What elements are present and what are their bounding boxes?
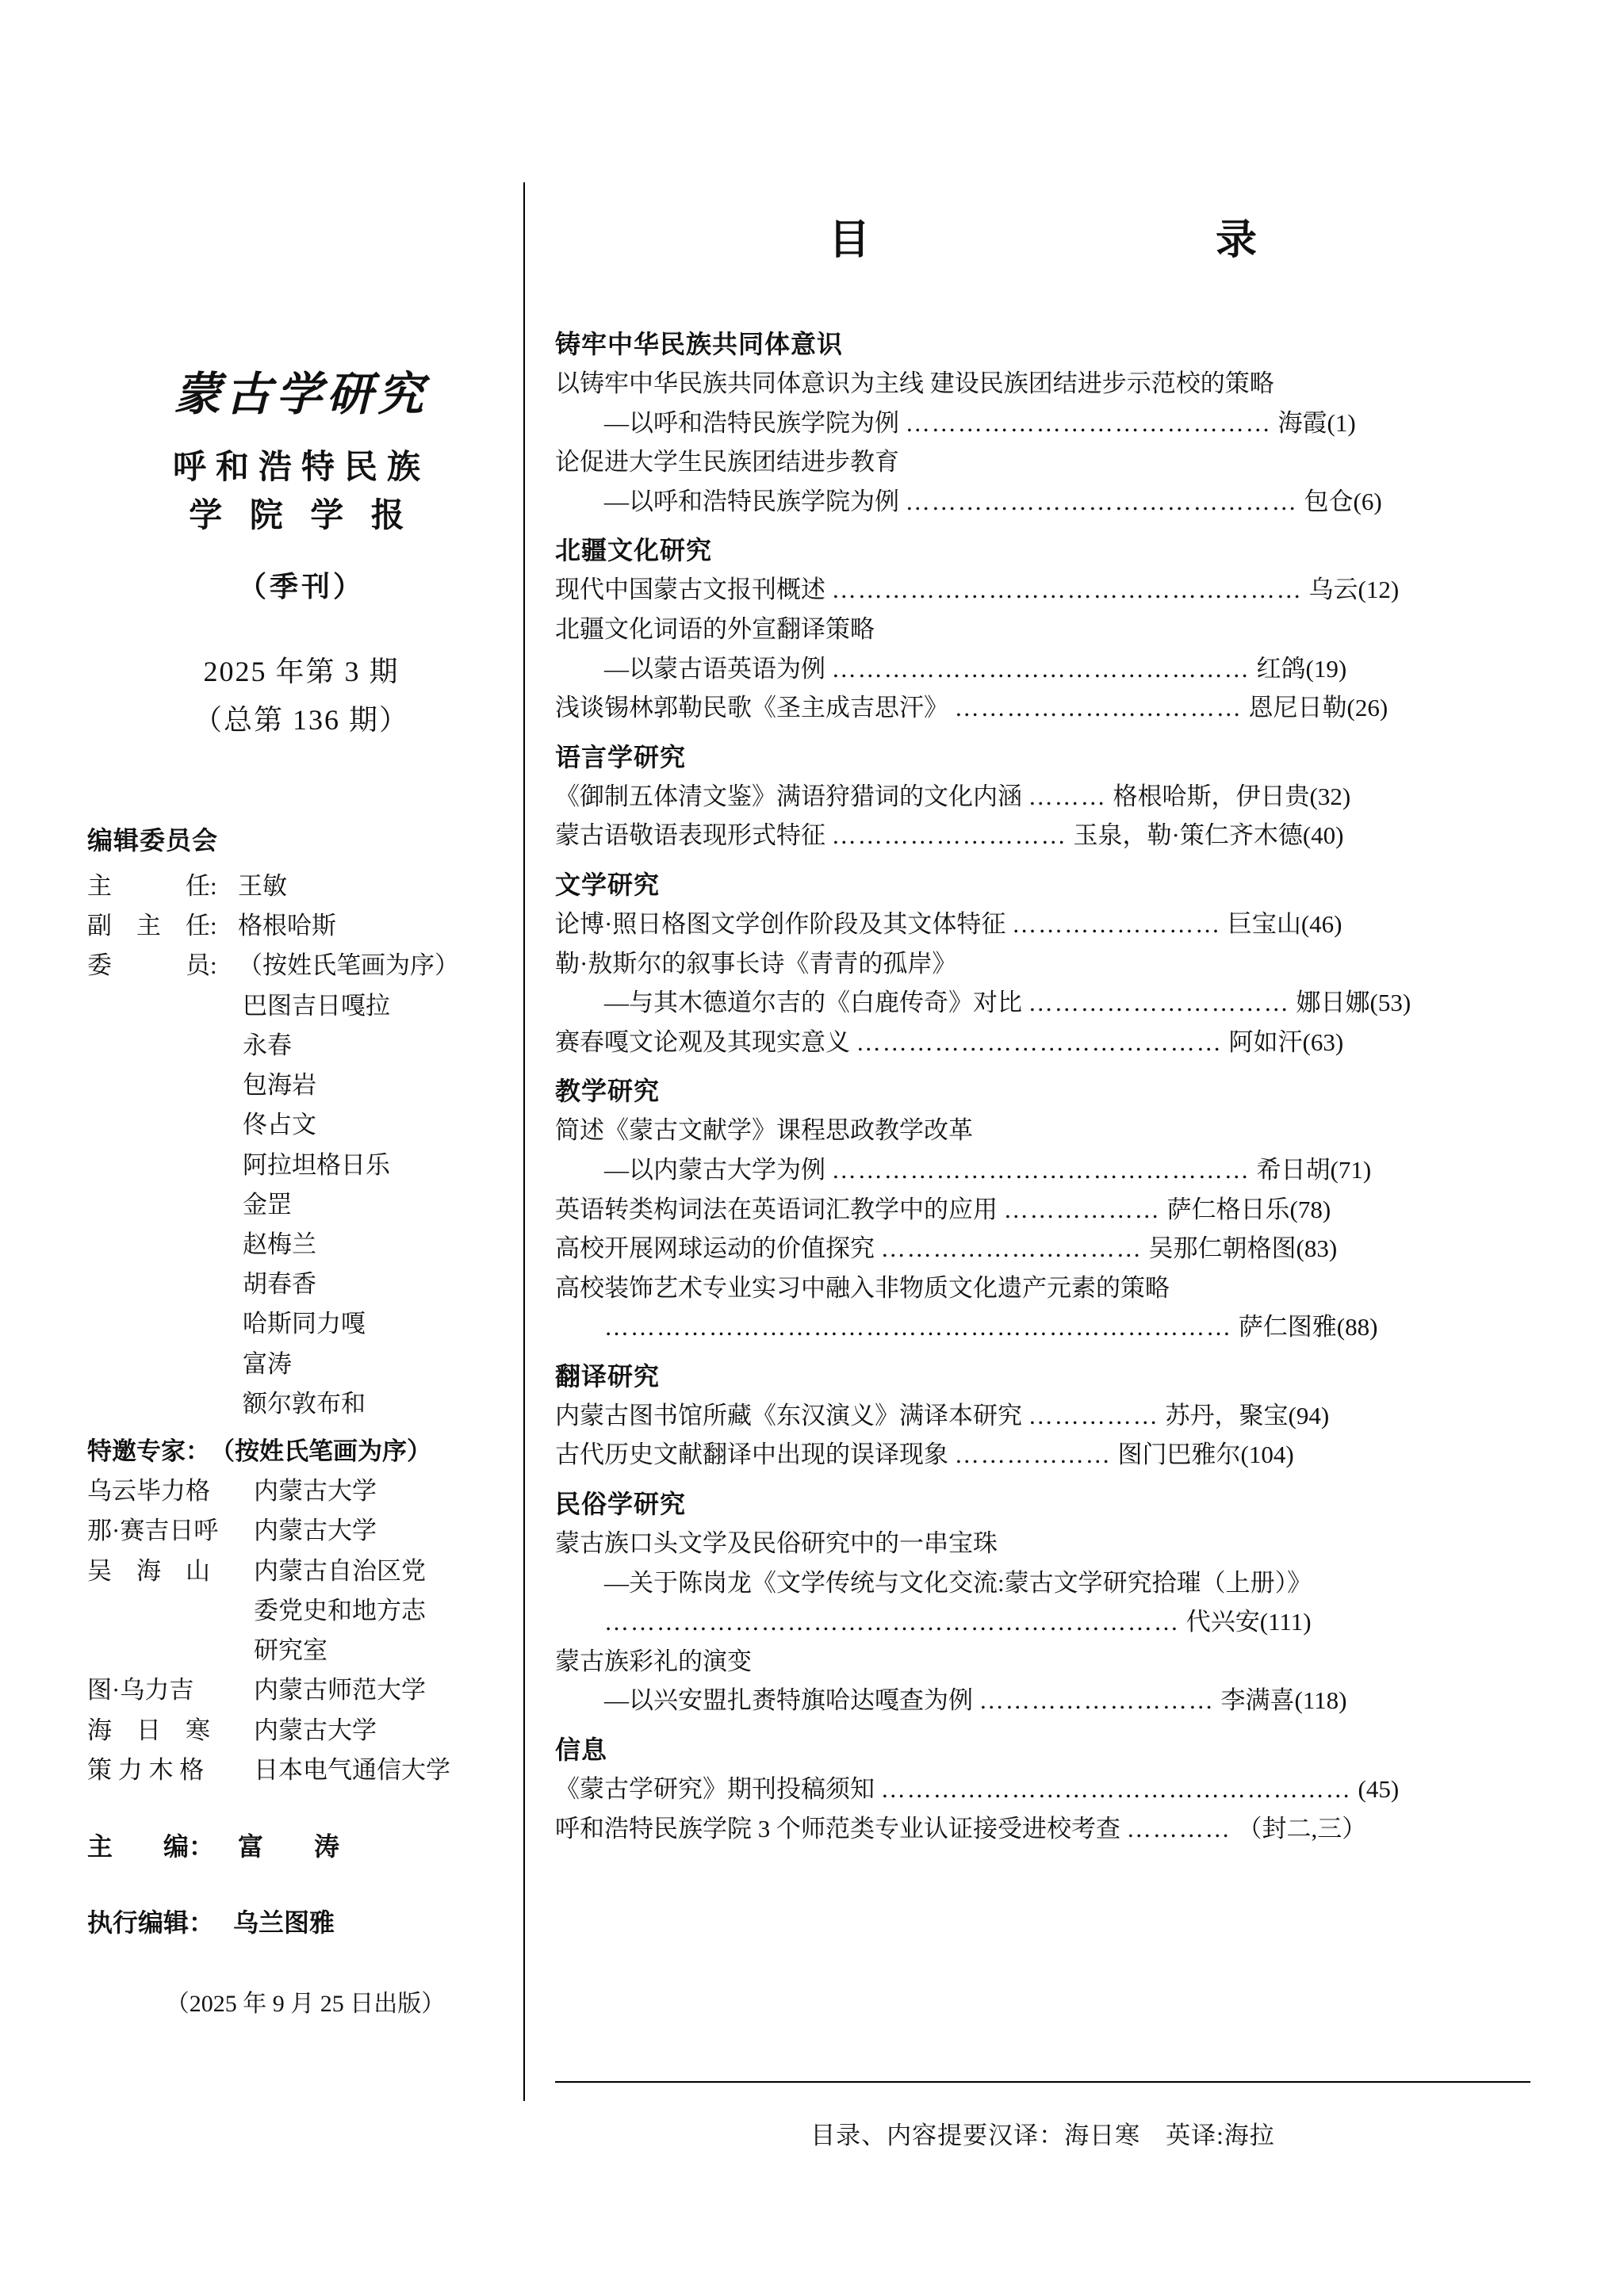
toc-entry-page: (111) — [1259, 1608, 1312, 1636]
toc-leader-dots: ………… — [1126, 1814, 1231, 1843]
toc-entry-page: (63) — [1302, 1027, 1344, 1056]
toc-entry[interactable]: 蒙古族彩礼的演变 — [555, 1647, 752, 1675]
toc-entry-page: (88) — [1336, 1313, 1378, 1341]
expert-name: 吴 海 山 — [87, 1556, 210, 1585]
expert-name: 乌云毕力格 — [87, 1477, 210, 1506]
toc-entry-line2[interactable] — [555, 404, 1530, 443]
expert-affiliation: 内蒙古自治区党 — [254, 1556, 426, 1585]
board-member: 阿拉坦格日乐 — [243, 1150, 390, 1179]
issue-total-number: （总第 136 期） — [193, 703, 409, 736]
toc-entry-page: (1) — [1327, 408, 1356, 437]
toc-entry-page: (78) — [1289, 1195, 1331, 1223]
toc-entry-line2[interactable] — [555, 1150, 1530, 1190]
toc-entry-page: (12) — [1358, 576, 1400, 604]
expert-row — [87, 1751, 515, 1790]
toc-leader-dots: ………………………………………………………… — [604, 1608, 1180, 1636]
toc-entry-author: 巨宝山 — [1227, 909, 1301, 938]
toc-entry-page: (40) — [1302, 821, 1344, 850]
toc-entry[interactable]: 简述《蒙古文献学》课程思政教学改革 — [555, 1116, 973, 1145]
table-of-contents — [555, 206, 1530, 1848]
toc-leader-dots: …………………………………… — [856, 1027, 1223, 1056]
toc-entry-line3[interactable] — [555, 1602, 1530, 1642]
board-role-label: 委 员: — [87, 951, 217, 980]
toc-entry-title: 呼和浩特民族学院 3 个师范类专业认证接受进校考查 — [555, 1814, 1120, 1843]
board-member: 哈斯同力嘎 — [243, 1310, 366, 1338]
toc-entry-page: (83) — [1296, 1234, 1338, 1263]
toc-entry-line2[interactable] — [555, 649, 1530, 689]
toc-leader-dots: ……………… — [1003, 1195, 1161, 1223]
toc-entry-page: (32) — [1309, 782, 1351, 810]
board-role-row — [87, 946, 515, 985]
toc-entry-page: (6) — [1353, 487, 1382, 515]
toc-entry-title: 《蒙古学研究》期刊投稿须知 — [555, 1775, 875, 1804]
editorial-board — [87, 821, 515, 2023]
toc-entry-page: (94) — [1288, 1401, 1330, 1429]
toc-leader-dots: ………………………… — [880, 1234, 1143, 1263]
toc-entry[interactable] — [555, 1435, 1530, 1475]
expert-name: 图·乌力吉 — [87, 1676, 194, 1705]
journal-subtitle — [87, 444, 515, 541]
board-member: 包海岩 — [243, 1071, 316, 1100]
toc-leader-dots: ……………………………………………… — [831, 576, 1303, 604]
toc-section-heading: 信息 — [555, 1735, 608, 1765]
toc-section-heading: 民俗学研究 — [555, 1490, 687, 1519]
toc-entry[interactable] — [555, 1396, 1530, 1436]
board-role-value: 格根哈斯 — [238, 912, 336, 940]
expert-affiliation-cont: 委党史和地方志 — [254, 1596, 426, 1624]
toc-leader-dots: …………………………………… — [905, 408, 1272, 437]
toc-entry[interactable] — [555, 816, 1530, 855]
toc-entry-subtitle: —以兴安盟扎赉特旗哈达嘎查为例 — [604, 1686, 973, 1715]
toc-entry-title: 浅谈锡林郭勒民歌《圣主成吉思汗》 — [555, 694, 948, 722]
toc-entry[interactable]: 以铸牢中华民族共同体意识为主线 建设民族团结进步示范校的策略 — [555, 369, 1274, 397]
toc-entry-author: 阿如汗 — [1228, 1027, 1303, 1056]
board-member: 金罡 — [243, 1190, 292, 1219]
toc-entry-author: 希日胡 — [1256, 1155, 1331, 1184]
toc-leader-dots: …………………………… — [954, 694, 1243, 722]
toc-entry[interactable] — [555, 1023, 1530, 1062]
expert-name: 那·赛吉日呼 — [87, 1517, 219, 1545]
toc-entry[interactable]: 蒙古族口头文学及民俗研究中的一串宝珠 — [555, 1529, 998, 1558]
toc-entry[interactable]: 论促进大学生民族团结进步教育 — [555, 448, 899, 476]
toc-entry-author: 李满喜 — [1220, 1686, 1295, 1715]
toc-entry-author: 乌云 — [1308, 576, 1358, 604]
toc-entry-author: 萨仁格日乐 — [1166, 1195, 1290, 1223]
footer-divider — [555, 2081, 1530, 2083]
invited-experts-heading: 特邀专家： — [87, 1437, 210, 1466]
toc-entry-page: (118) — [1294, 1686, 1347, 1715]
toc-entry[interactable]: 勒·敖斯尔的叙事长诗《青青的孤岸》 — [555, 949, 957, 978]
board-member: 富涛 — [243, 1349, 292, 1378]
toc-entry-title: 古代历史文献翻译中出现的误译现象 — [555, 1441, 948, 1469]
chief-editor-label: 主 编： — [87, 1832, 215, 1862]
toc-entry-line2[interactable] — [555, 983, 1530, 1023]
executive-editor-row — [87, 1903, 515, 1944]
toc-entry-title: 英语转类构词法在英语词汇教学中的应用 — [555, 1195, 998, 1223]
chief-editor-row — [87, 1827, 515, 1868]
toc-leader-dots: …………………… — [1012, 909, 1222, 938]
journal-title: 蒙古学研究 — [174, 369, 428, 420]
executive-editor-label: 执行编辑： — [87, 1908, 215, 1937]
toc-entry-title: 现代中国蒙古文报刊概述 — [555, 576, 825, 604]
toc-leader-dots: ……………… — [954, 1441, 1112, 1469]
board-role-row — [87, 867, 515, 906]
toc-leader-dots: …………… — [1028, 1401, 1159, 1429]
toc-entry[interactable]: 高校装饰艺术专业实习中融入非物质文化遗产元素的策略 — [555, 1273, 1170, 1302]
board-role-row — [87, 906, 515, 946]
expert-affiliation: 内蒙古大学 — [254, 1517, 377, 1545]
toc-leader-dots: ……………………………………………… — [880, 1775, 1352, 1804]
expert-row — [87, 1670, 515, 1710]
expert-name: 海 日 寒 — [87, 1716, 210, 1744]
toc-entry-page: (19) — [1305, 654, 1347, 683]
toc-entry-page: (104) — [1240, 1441, 1294, 1469]
invited-experts-note: （按姓氏笔画为序） — [210, 1437, 431, 1466]
board-member: 胡春香 — [243, 1270, 316, 1299]
toc-entry-author: 格根哈斯，伊日贵 — [1113, 782, 1310, 810]
toc-leader-dots: ………………………………………… — [831, 654, 1251, 683]
toc-entry-author: 包仓 — [1304, 487, 1354, 515]
toc-leader-dots: ……………………………………………………………… — [604, 1313, 1232, 1341]
toc-section-heading: 教学研究 — [555, 1077, 661, 1106]
toc-entry[interactable] — [555, 1809, 1530, 1849]
toc-entry-page: (46) — [1300, 909, 1342, 938]
publication-date: （2025 年 9 月 25 日出版） — [165, 1990, 446, 2017]
toc-entry-page: (26) — [1346, 694, 1388, 722]
board-member: 额尔敦布和 — [243, 1389, 366, 1418]
toc-leader-dots: ……………………… — [831, 821, 1067, 850]
toc-entry-title: 赛春嘎文论观及其现实意义 — [555, 1027, 850, 1056]
masthead — [87, 357, 515, 744]
toc-entry[interactable] — [555, 777, 1530, 817]
journal-frequency: （季刊） — [237, 570, 365, 603]
expert-row — [87, 1511, 515, 1551]
toc-entry-author: 玉泉，勒·策仁齐木德 — [1073, 821, 1303, 850]
toc-entry-page: (53) — [1369, 989, 1411, 1017]
toc-entry-author: 红鸽 — [1256, 654, 1306, 683]
toc-entry-line2[interactable] — [555, 482, 1530, 522]
toc-entry[interactable] — [555, 1229, 1530, 1269]
expert-row — [87, 1711, 515, 1751]
toc-leader-dots: ………………………………………… — [831, 1155, 1251, 1184]
expert-name: 策 力 木 格 — [87, 1755, 205, 1784]
toc-entry-author: 海霞 — [1277, 408, 1327, 437]
expert-affiliation: 日本电气通信大学 — [254, 1755, 450, 1784]
toc-entry-line2[interactable] — [555, 1307, 1530, 1347]
toc-entry-page: (71) — [1330, 1155, 1372, 1184]
board-member: 赵梅兰 — [243, 1230, 316, 1258]
toc-entry[interactable] — [555, 1770, 1530, 1809]
toc-entry-author: 吴那仁朝格图 — [1148, 1234, 1297, 1263]
page-title: 目 录 — [828, 218, 1312, 263]
toc-leader-dots: ………………………… — [1028, 989, 1290, 1017]
issue-number: 2025 年第 3 期 — [203, 655, 400, 687]
journal-subtitle-line1: 呼和浩特民族 — [172, 450, 430, 486]
toc-entry-author: 娜日娜 — [1296, 989, 1370, 1017]
toc-entry-author: 苏丹，聚宝 — [1165, 1401, 1289, 1429]
toc-entry-subtitle: —以蒙古语英语为例 — [604, 654, 825, 683]
expert-row — [87, 1471, 515, 1511]
toc-entry[interactable] — [555, 688, 1530, 728]
expert-affiliation: 内蒙古师范大学 — [254, 1676, 426, 1705]
board-role-value: 王敏 — [238, 871, 287, 900]
board-member: 巴图吉日嘎拉 — [243, 991, 390, 1020]
invited-experts-heading-row — [87, 1432, 515, 1471]
toc-entry-author: 恩尼日勒 — [1248, 694, 1347, 722]
board-member: 佟占文 — [243, 1111, 316, 1139]
toc-entry-subtitle: —与其木德道尔吉的《白鹿传奇》对比 — [604, 989, 1022, 1017]
toc-section-heading: 文学研究 — [555, 870, 661, 899]
board-role-label: 主 任: — [87, 871, 217, 900]
toc-entry-subtitle: —以内蒙古大学为例 — [604, 1155, 825, 1184]
toc-entry[interactable] — [555, 1190, 1530, 1230]
toc-leader-dots: ……………………… — [979, 1686, 1215, 1715]
toc-leader-dots: ……… — [1028, 782, 1107, 810]
toc-entry-subtitle: —以呼和浩特民族学院为例 — [604, 487, 899, 515]
toc-entry-title: 高校开展网球运动的价值探究 — [555, 1234, 875, 1263]
toc-entry[interactable] — [555, 905, 1530, 944]
toc-entry-title: 内蒙古图书馆所藏《东汉演义》满译本研究 — [555, 1401, 1022, 1429]
translation-credit: 目录、内容提要汉译：海日寒 英译:海拉 — [810, 2122, 1275, 2149]
toc-entry-title: 《御制五体清文鉴》满语狩猎词的文化内涵 — [555, 782, 1022, 810]
toc-section-heading: 北疆文化研究 — [555, 536, 713, 565]
editorial-board-heading: 编辑委员会 — [87, 826, 219, 855]
expert-row — [87, 1552, 515, 1591]
toc-section-heading: 铸牢中华民族共同体意识 — [555, 330, 844, 358]
toc-entry-line2[interactable]: —关于陈岗龙《文学传统与文化交流:蒙古文学研究拾璀（上册）》 — [604, 1568, 1312, 1597]
vertical-divider — [523, 182, 525, 2101]
toc-section-heading: 翻译研究 — [555, 1361, 661, 1391]
expert-affiliation: 内蒙古大学 — [254, 1716, 377, 1744]
toc-entry[interactable]: 北疆文化词语的外宣翻译策略 — [555, 614, 875, 643]
toc-entry-line2[interactable] — [555, 1681, 1530, 1720]
toc-entry-page: （封二,三） — [1237, 1814, 1367, 1843]
toc-entry[interactable] — [555, 570, 1530, 610]
toc-entry-author: 萨仁图雅 — [1238, 1313, 1337, 1341]
toc-entry-subtitle: —以呼和浩特民族学院为例 — [604, 408, 899, 437]
toc-entry-title: 蒙古语敬语表现形式特征 — [555, 821, 825, 850]
toc-leader-dots: ……………………………………… — [905, 487, 1298, 515]
expert-affiliation: 内蒙古大学 — [254, 1477, 377, 1506]
journal-subtitle-line2: 学 院 学 报 — [189, 497, 414, 534]
toc-entry-page: (45) — [1358, 1775, 1400, 1804]
toc-entry-author: 代兴安 — [1185, 1608, 1260, 1636]
expert-affiliation-cont: 研究室 — [254, 1636, 327, 1665]
board-role-value: （按姓氏笔画为序） — [238, 951, 459, 980]
executive-editor-name: 乌兰图雅 — [233, 1908, 335, 1937]
board-member: 永春 — [243, 1031, 292, 1059]
toc-entry-title: 论博·照日格图文学创作阶段及其文体特征 — [555, 909, 1006, 938]
chief-editor-name: 富 涛 — [238, 1832, 340, 1862]
masthead-column — [87, 159, 515, 2023]
toc-section-heading: 语言学研究 — [555, 742, 687, 771]
toc-entry-author: 图门巴雅尔 — [1117, 1441, 1241, 1469]
board-role-label: 副 主 任: — [87, 912, 217, 940]
